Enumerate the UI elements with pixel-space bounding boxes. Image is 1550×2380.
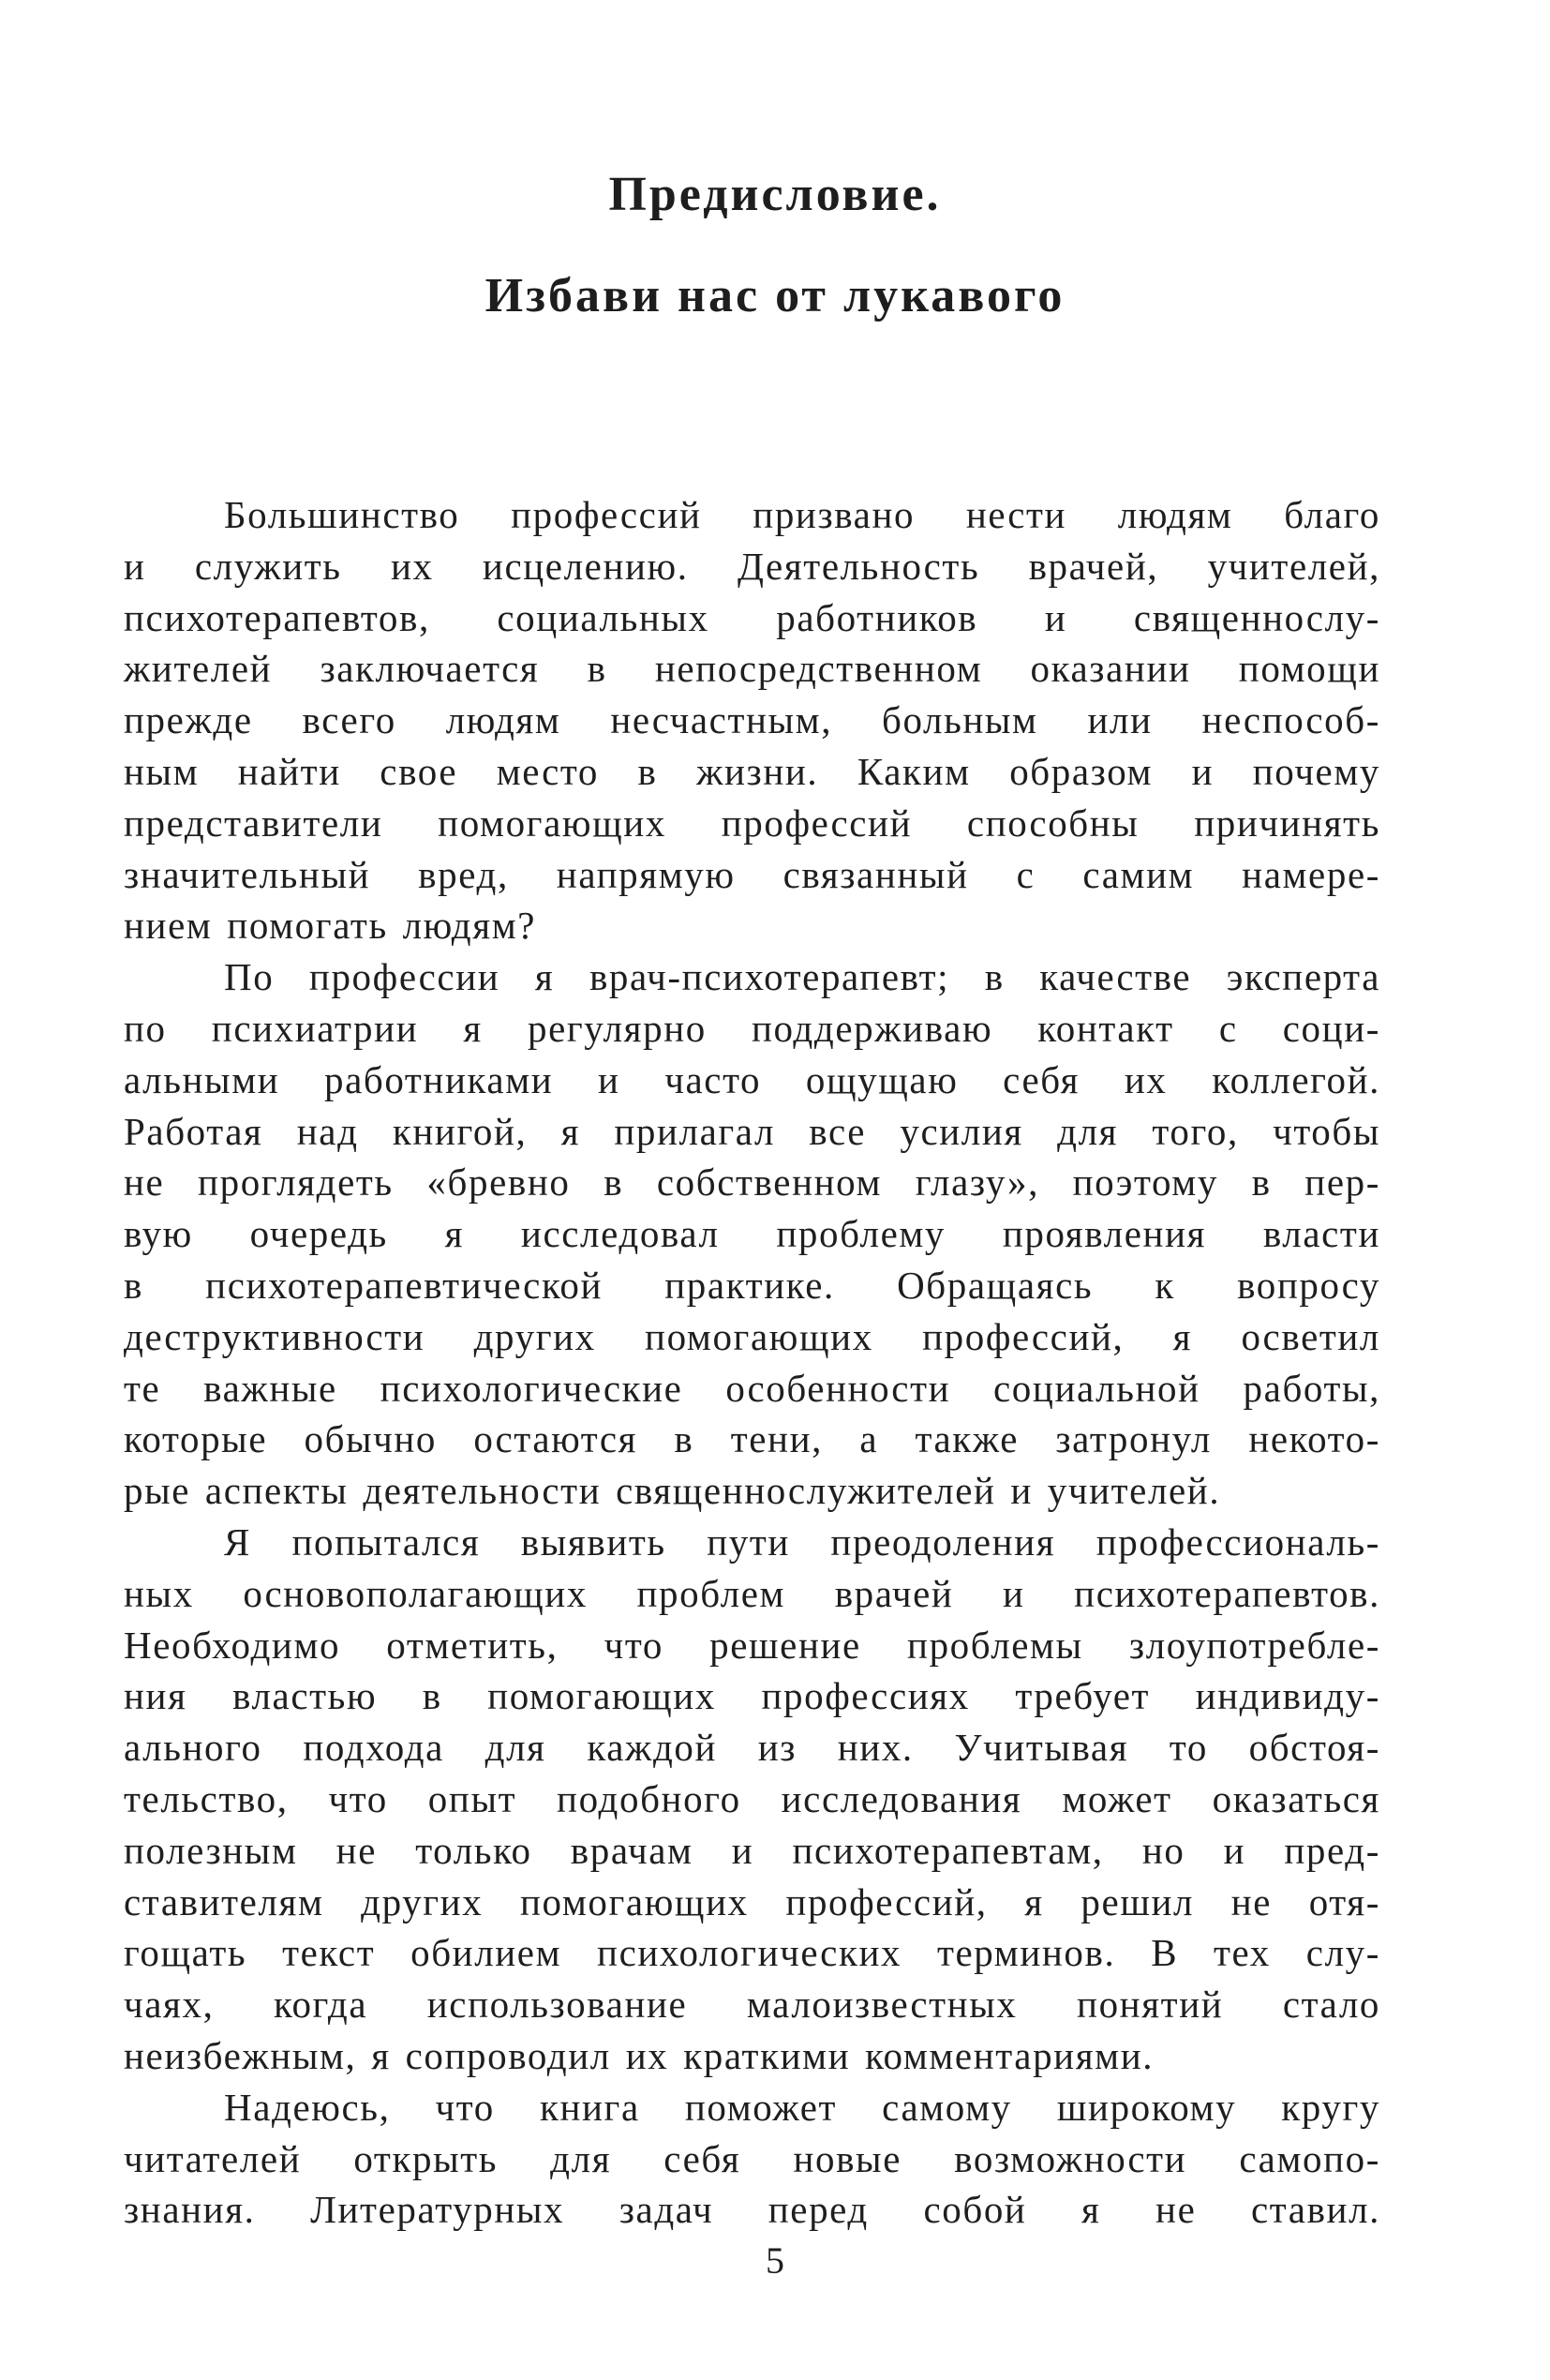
text-line: нием помогать людям? xyxy=(124,904,537,948)
page-number: 5 xyxy=(766,2239,784,2282)
text-line: Необходимо отметить, что решение проблемы злоупотребле- xyxy=(124,1623,1380,1667)
text-line: не проглядеть «бревно в собственном глазу», поэтому в пер- xyxy=(124,1160,1380,1205)
text-line: чаях, когда использование малоизвестных понятий стало xyxy=(124,1983,1380,2027)
text-line: знания. Литературных задач перед собой я не ставил. xyxy=(124,2188,1380,2232)
text-line: По профессии я врач-психотерапевт; в качестве эксперта xyxy=(224,955,1380,999)
text-line: рые аспекты деятельности священнослужителей и учителей. xyxy=(124,1469,1221,1513)
text-line: Работая над книгой, я прилагал все усилия для того, чтобы xyxy=(124,1109,1380,1153)
text-line: неизбежным, я сопроводил их краткими комментариями. xyxy=(124,2033,1155,2077)
text-line: вую очередь я исследовал проблему проявления власти xyxy=(124,1212,1380,1256)
text-line: те важные психологические особенности социальной работы, xyxy=(124,1366,1380,1410)
chapter-title: Предисловие. xyxy=(608,168,942,221)
text-line: полезным не только врачам и психотерапевтам, но и пред- xyxy=(124,1828,1380,1872)
text-line: значительный вред, напрямую связанный с самим намере- xyxy=(124,852,1380,896)
text-line: читателей открыть для себя новые возможности самопо- xyxy=(124,2136,1380,2180)
paragraph xyxy=(124,489,1380,951)
text-line: по психиатрии я регулярно поддерживаю контакт с соци- xyxy=(124,1006,1380,1050)
text-line: деструктивности других помогающих профессий, я осветил xyxy=(124,1314,1380,1358)
text-line: ставителям других помогающих профессий, я решил не отя- xyxy=(124,1879,1380,1923)
text-line: и служить их исцелению. Деятельность врачей, учителей, xyxy=(124,544,1380,588)
text-line: Надеюсь, что книга поможет самому широкому кругу xyxy=(224,2085,1380,2129)
text-line: психотерапевтов, социальных работников и священнослу- xyxy=(124,595,1380,639)
text-line: ального подхода для каждой из них. Учитывая то обстоя- xyxy=(124,1726,1380,1770)
paragraph xyxy=(124,2082,1380,2236)
text-line: представители помогающих профессий способны причинять xyxy=(124,801,1380,845)
text-line: Большинство профессий призвано нести людям благо xyxy=(224,493,1380,536)
text-line: прежде всего людям несчастным, больным или неспособ- xyxy=(124,698,1380,742)
paragraph xyxy=(124,1517,1380,2082)
text-line: в психотерапевтической практике. Обращаясь к вопросу xyxy=(124,1263,1380,1307)
text-line: ных основополагающих проблем врачей и психотерапевтов. xyxy=(124,1571,1380,1615)
text-line: гощать текст обилием психологических терминов. В тех слу- xyxy=(124,1931,1380,1975)
text-line: Я попытался выявить пути преодоления профессиональ- xyxy=(224,1519,1380,1564)
text-line: жителей заключается в непосредственном оказании помощи xyxy=(124,647,1380,691)
text-line: ным найти свое место в жизни. Каким образом и почему xyxy=(124,749,1380,793)
text-line: которые обычно остаются в тени, а также затронул некото- xyxy=(124,1417,1380,1461)
chapter-subtitle: Избави нас от лукавого xyxy=(484,269,1066,322)
paragraph xyxy=(124,951,1380,1517)
text-line: альными работниками и часто ощущаю себя их коллегой. xyxy=(124,1057,1380,1101)
text-line: ния властью в помогающих профессиях требует индивиду- xyxy=(124,1674,1380,1718)
text-line: тельство, что опыт подобного исследования может оказаться xyxy=(124,1776,1380,1820)
body-text xyxy=(124,489,1380,2236)
